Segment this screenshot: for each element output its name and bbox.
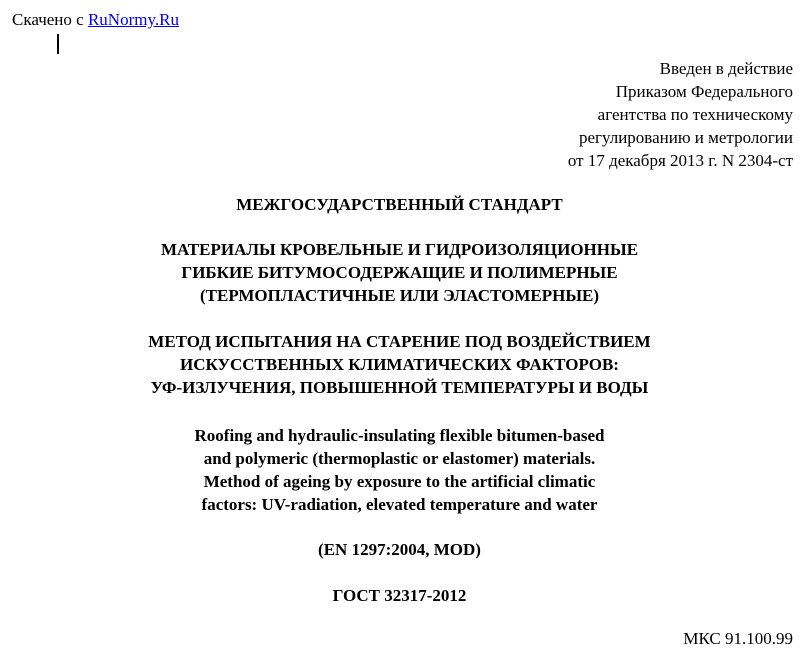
classification-code: МКС 91.100.99: [683, 629, 793, 648]
introduction-line: Введен в действие: [659, 59, 793, 78]
english-title-line: Roofing and hydraulic-insulating flexible bitumen-based: [194, 426, 605, 445]
en-reference-text: (EN 1297:2004, MOD): [318, 540, 481, 559]
materials-title-line: МАТЕРИАЛЫ КРОВЕЛЬНЫЕ И ГИДРОИЗОЛЯЦИОННЫЕ: [160, 240, 639, 259]
text-cursor: [57, 34, 59, 54]
standard-category: [0, 193, 799, 216]
method-title-line: УФ-ИЗЛУЧЕНИЯ, ПОВЫШЕННОЙ ТЕМПЕРАТУРЫ И ВОДЫ: [150, 378, 649, 397]
method-title: [0, 330, 799, 399]
english-title-line: factors: UV-radiation, elevated temperature and water: [201, 495, 598, 514]
materials-title: [0, 238, 799, 307]
introduction-block: [568, 57, 793, 172]
en-reference: [0, 538, 799, 561]
introduction-line: Приказом Федерального: [615, 82, 793, 101]
english-title-line: Method of ageing by exposure to the artificial climatic: [203, 472, 596, 491]
standard-category-text: МЕЖГОСУДАРСТВЕННЫЙ СТАНДАРТ: [236, 195, 563, 214]
source-link[interactable]: RuNormy.Ru: [87, 10, 179, 29]
gost-number-text: ГОСТ 32317-2012: [332, 586, 467, 605]
introduction-line: от 17 декабря 2013 г. N 2304-ст: [567, 151, 793, 170]
introduction-line: регулированию и метрологии: [578, 128, 793, 147]
method-title-line: ИСКУССТВЕННЫХ КЛИМАТИЧЕСКИХ ФАКТОРОВ:: [180, 355, 619, 374]
materials-title-line: ГИБКИЕ БИТУМОСОДЕРЖАЩИЕ И ПОЛИМЕРНЫЕ: [181, 263, 618, 282]
method-title-line: МЕТОД ИСПЫТАНИЯ НА СТАРЕНИЕ ПОД ВОЗДЕЙСТВИЕМ: [148, 332, 651, 351]
english-title-line: and polymeric (thermoplastic or elastomer) materials.: [203, 449, 596, 468]
materials-title-line: (ТЕРМОПЛАСТИЧНЫЕ ИЛИ ЭЛАСТОМЕРНЫЕ): [199, 286, 600, 305]
gost-number: [0, 584, 799, 607]
source-prefix: Скачено с: [12, 10, 88, 29]
introduction-line: агентства по техническому: [597, 105, 793, 124]
english-title: [0, 424, 799, 516]
source-line: [12, 10, 179, 30]
